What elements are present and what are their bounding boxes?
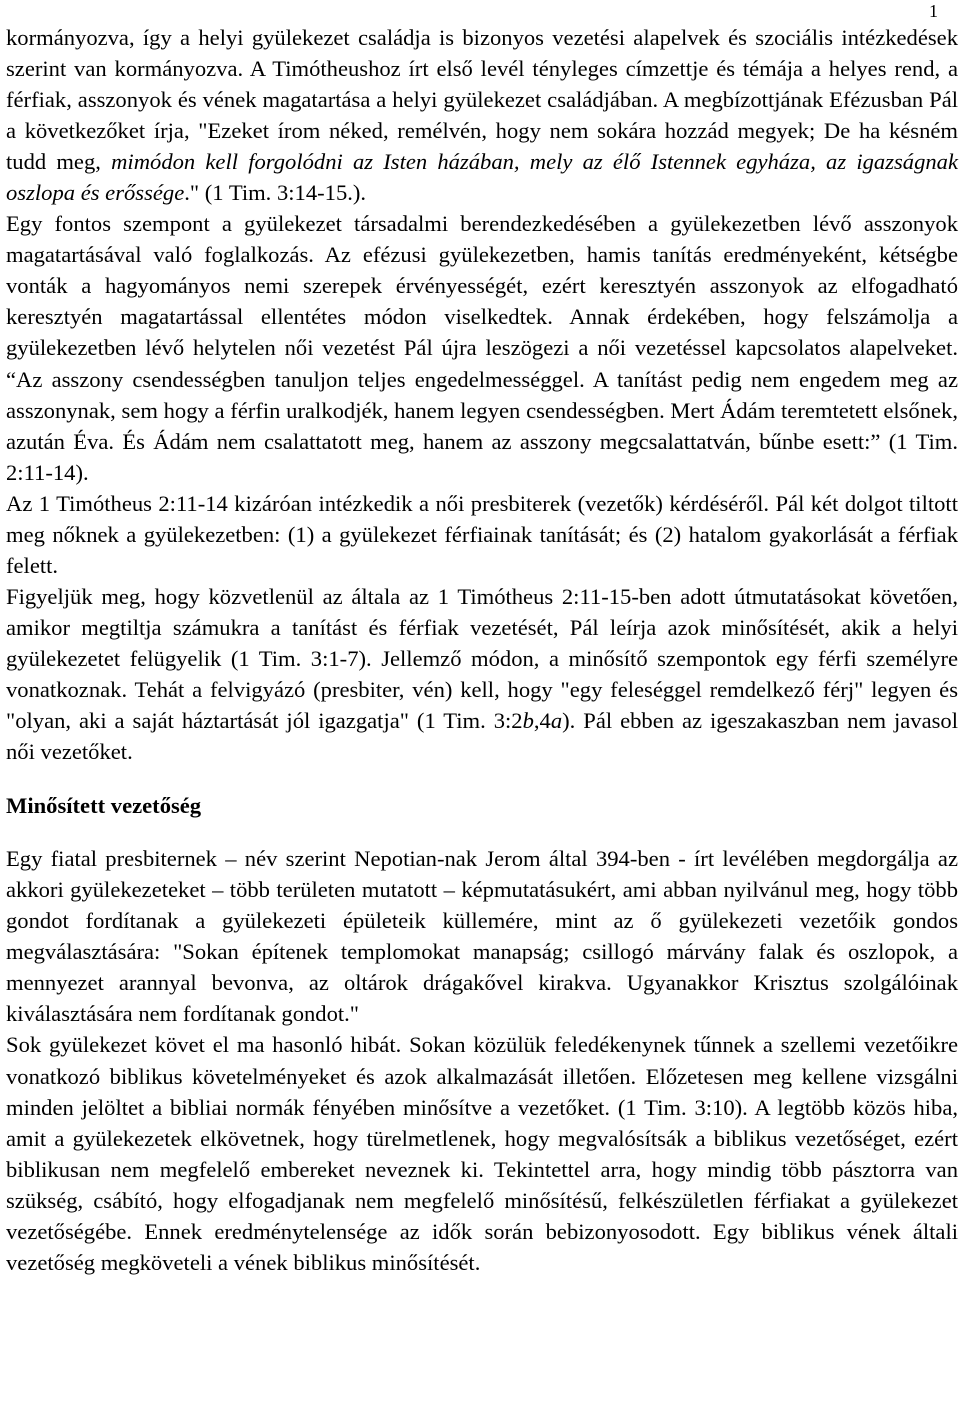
text-segment: ." (1 Tim. 3:14-15.). bbox=[184, 180, 367, 206]
paragraph bbox=[6, 22, 958, 208]
page-number: 1 bbox=[929, 1, 938, 21]
text-segment: Sok gyülekezet követ el ma hasonló hibát. Sokan közülük feledékenynek tűnnek a szellemi vezetőikre vonatkozó biblikus követelményeket és azok alkalmazását illetően. Előzetesen meg kellene vizsgálni minden jelöltet a bibliai normák fényében minősítve a vezetőket. (1 Tim. 3:10). A legtöbb közös hiba, amit a gyülekezetek elkövetnek, hogy türelmetlenek, hogy megvalósítsák a biblikus vezetőséget, ezért biblikusan nem megfelelő embereket neveznek ki. Tekintettel arra, hogy mindig több pásztorra van szükség, csábító, hogy elfogadjanak nem megfelelő minősítésű, felkészületlen férfiakat a gyülekezet vezetőségébe. Ennek eredménytelensége az idők során bebizonyosodott. Egy biblikus vének általi vezetőség megköveteli a vének biblikus minősítését. bbox=[6, 1032, 958, 1275]
document-body bbox=[6, 22, 958, 1278]
section-before-heading bbox=[6, 22, 958, 767]
text-segment: Figyeljük meg, hogy közvetlenül az általa az 1 Timótheus 2:11-15-ben adott útmutatásokat követően, amikor megtiltja számukra a tanítást és férfiak vezetését, Pál leírja azok minősítését, akik a helyi gyülekezetet felügyelik (1 Tim. 3:1-7). Jellemző módon, a minősítő szempontok egy férfi személyre vonatkoznak. Tehát a felvigyázó (presbiter, vén) kell, hogy "egy feleséggel remdelkező férj" legyen és "olyan, aki a saját háztartását jól igazgatja" (1 Tim. 3:2 bbox=[6, 583, 958, 734]
text-segment: Egy fontos szempont a gyülekezet társadalmi berendezkedésében a gyülekezetben lévő asszonyok magatartásával való foglalkozás. Az efézusi gyülekezetben, hamis tanítás eredményeként, kétségbe vonták a hagyományos nemi szerepek érvényességét, ezért keresztyén asszonyok az elfogadható keresztyén magatartással ellentétes módon viselkedtek. Annak érdekében, hogy felszámolja a gyülekezetben lévő helytelen női vezetést Pál újra leszögezi a női vezetéssel kapcsolatos alapelveket. “Az asszony csendességben tanuljon teljes engedelmességgel. A tanítást pedig nem engedem meg az asszonynak, sem hogy a férfin uralkodjék, hanem legyen csendességben. Mert Ádám teremtetett elsőnek, azután Éva. És Ádám nem csalattatott meg, hanem az asszony megcsalattatván, bűnbe esett:” (1 Tim. 2:11-14). bbox=[6, 211, 958, 485]
text-segment: ). Pál ebben az igeszakaszban nem javasol női vezetőket. bbox=[6, 708, 958, 765]
italic-text: a bbox=[550, 708, 563, 734]
text-segment: ,4 bbox=[533, 708, 551, 734]
section-after-heading bbox=[6, 843, 958, 1278]
text-segment: kormányozva, így a helyi gyülekezet családja is bizonyos vezetési alapelvek és szociális intézkedések szerint van kormányozva. A Timótheushoz írt első levél tényleges címzettje és témája a helyes rend, a férfiak, asszonyok és vének magatartása a helyi gyülekezet családjában. A megbízottjának Efézusban Pál a következőket írja, "Ezeket írom néked, remélvén, hogy nem sokára hozzád megyek; De ha késném tudd meg, bbox=[6, 25, 958, 175]
paragraph bbox=[6, 208, 958, 487]
paragraph bbox=[6, 1029, 958, 1277]
paragraph bbox=[6, 843, 958, 1029]
paragraph bbox=[6, 581, 958, 767]
italic-text: b bbox=[522, 708, 534, 734]
section-heading: Minősített vezetőség bbox=[6, 793, 202, 819]
paragraph bbox=[6, 488, 958, 581]
italic-text: mimódon kell forgolódni az Isten házában, mely az élő Istennek egyháza, az igazságnak oszlopa és erőssége bbox=[6, 149, 958, 206]
text-segment: Egy fiatal presbiternek – név szerint Nepotian-nak Jerom által 394-ben - írt levélében megdorgálja az akkori gyülekezeteket – több területen mutatott – képmutatásukért, ami abban nyilvánul meg, hogy több gondot fordítanak a gyülekezeti épületeik küllemére, mint az ő gyülekezeti vezetőik gondos megválasztására: "Sokan építenek templomokat manapság; csillogó márvány falak és oszlopok, a mennyezet arannyal bevonva, az oltárok drágakővel kirakva. Ugyanakkor Krisztus szolgálóinak kiválasztására nem fordítanak gondot." bbox=[6, 846, 958, 1027]
text-segment: Az 1 Timótheus 2:11-14 kizáróan intézkedik a női presbiterek (vezetők) kérdéséről. Pál két dolgot tiltott meg nőknek a gyülekezetben: (1) a gyülekezet férfiainak tanítását; és (2) hatalom gyakorlását a férfiak felett. bbox=[6, 490, 958, 578]
